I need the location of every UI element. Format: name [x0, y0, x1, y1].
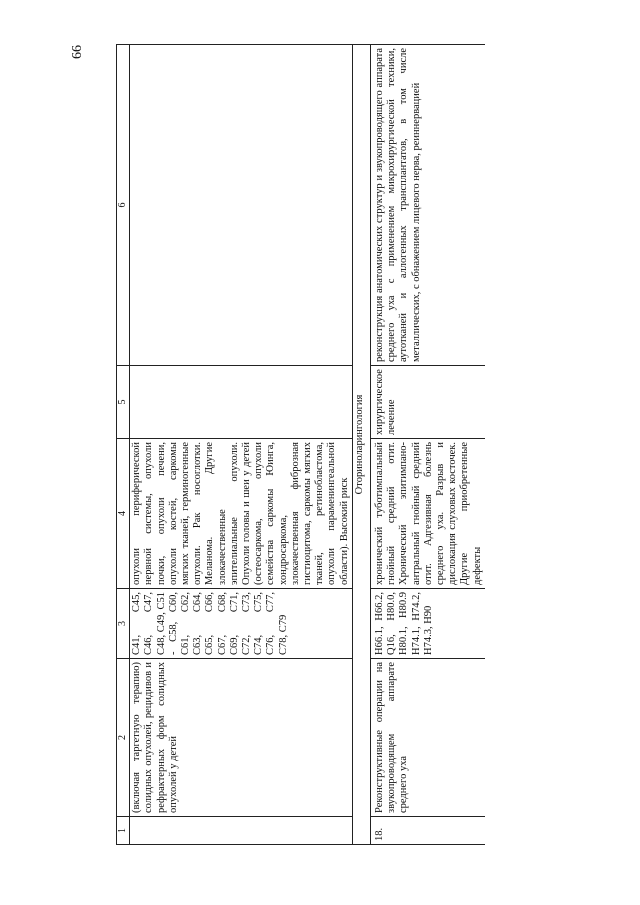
page-number: 66 [70, 45, 85, 59]
treatment-method-cell [130, 45, 353, 366]
header-col-2: 2 [117, 659, 130, 817]
header-col-3: 3 [117, 589, 130, 659]
diagnosis-cell: хронический туботимпальный гнойный средний отит. Хронический эпитимпано-антральный гнойный средний отит. Адгезивная болезнь среднего уха. Разрыв и дислокация слуховых косточек. Другие приобретенные дефекты [371, 439, 485, 589]
treatment-type-cell: хирургическое лечение [371, 366, 485, 439]
table-row-continuation [130, 45, 353, 845]
header-col-1: 1 [117, 817, 130, 845]
section-heading-row [352, 45, 370, 845]
header-col-5: 5 [117, 366, 130, 439]
treatment-type-cell [130, 366, 353, 439]
intervention-name-cell: (включая таргетную терапию) солидных опухолей, рецидивов и рефрактерных форм солидных опухолей у детей [130, 659, 353, 817]
section-title: Оториноларингология [352, 45, 370, 845]
column-number-header [117, 45, 130, 845]
intervention-name-cell: Реконструктивные операции на звукопроводящем аппарате среднего уха [371, 659, 485, 817]
row-number-cell [130, 817, 353, 845]
icd-codes-cell: H66.1, H66.2, Q16, H80.0, H80.1, H80.9 H74.1, H74.2, H74.3, H90 [371, 589, 485, 659]
row-number-cell: 18. [371, 817, 485, 845]
table-row-18 [371, 45, 485, 845]
header-col-6: 6 [117, 45, 130, 366]
diagnosis-cell: опухоли периферической нервной системы, опухоли почки, опухоли печени, опухоли костей, саркомы мягких тканей, герминогенные опухоли. Рак носоглотки. Меланома. Другие злокачественные эпителиальные опухоли. Опухоли головы и шеи у детей (остеосаркома, опухоли семейства саркомы Юинга, хондросаркома, злокачественная фиброзная гистиоцитома, саркомы мягких тканей, ретинобластома, опухоли параменингеальной области). Высокий риск [130, 439, 353, 589]
medical-care-table [116, 44, 485, 845]
icd-codes-cell: C41, C45, C46, C47, C48, C49, C51 - C58, C60, C61, C62, C63, C64, C65, C66, C67, C68, C69, C71, C72, C73, C74, C75, C76, C77, C78, C79 [130, 589, 353, 659]
treatment-method-cell: реконструкция анатомических структур и звукопроводящего аппарата среднего уха с применением микрохирургической техники, аутотканей и аллогенных трансплантатов, в том числе металлических, с обнажением лицевого нерва, реиннервацией [371, 45, 485, 366]
header-col-4: 4 [117, 439, 130, 589]
